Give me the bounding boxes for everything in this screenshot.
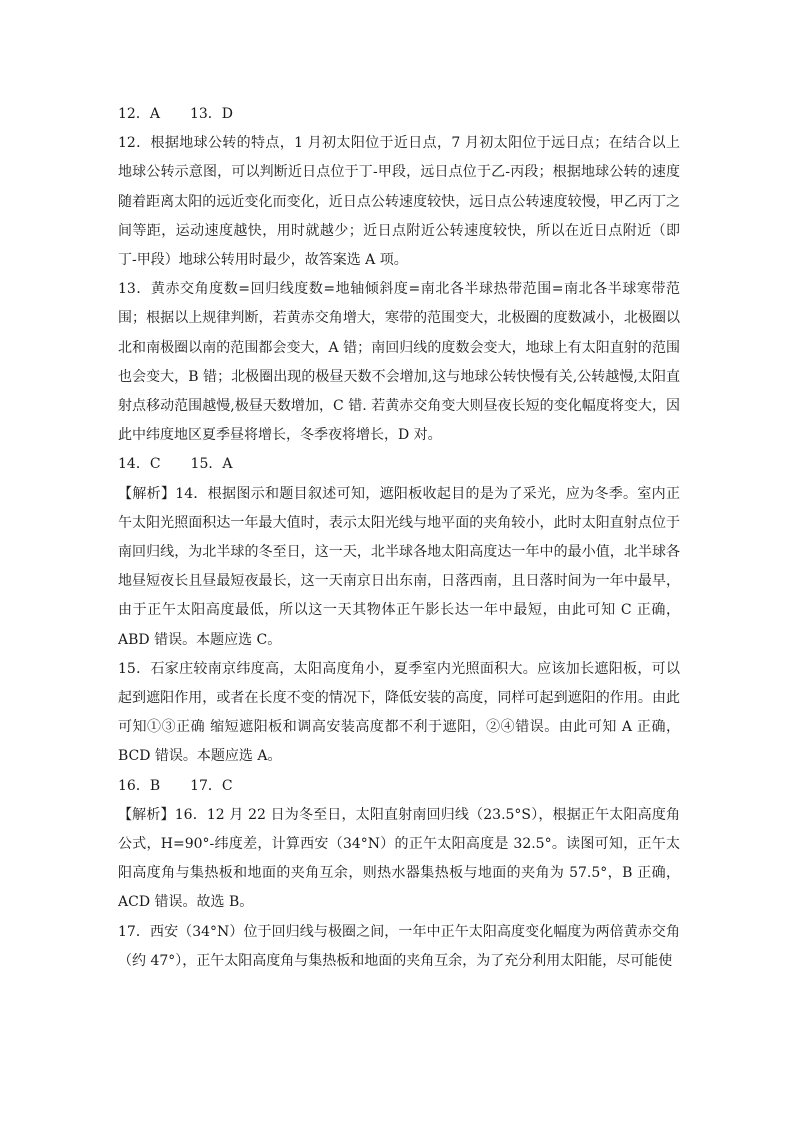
explanation-14: 【解析】14．根据图示和题目叙述可知，遮阳板收起目的是为了采光，应为冬季。室内正午太阳光照面积达一年最大值时，表示太阳光线与地平面的夹角较小，此时太阳直射点位于南回归线，为北半球的冬至日，这一天，北半球各地太阳高度达一年中的最小值，北半球各地昼短夜长且昼最短夜最长，这一天南京日出东南，日落西南，且日落时间为一年中最早，由于正午太阳高度最低，所以这一天其物体正午影长达一年中最短，由此可知 C 正确，ABD 错误。本题应选 C。 (118, 485, 680, 648)
answer-pair-14-15 (118, 450, 680, 479)
answer-13: 13．D (189, 106, 233, 122)
answer-pair-12-13 (118, 100, 680, 129)
explanation-17: 17．西安（34°N）位于回归线与极圈之间，一年中正午太阳高度变化幅度为两倍黄赤交角（约 47°），正午太阳高度角与集热板和地面的夹角互余，为了充分利用太阳能，尽可能使 (118, 923, 680, 969)
answer-content (118, 100, 680, 976)
explanation-13: 13．黄赤交角度数=回归线度数=地轴倾斜度=南北各半球热带范围=南北各半球寒带范围；根据以上规律判断，若黄赤交角增大，寒带的范围变大，北极圈的度数减小，北极圈以北和南极圈以南的范围都会变大，A 错；南回归线的度数会变大，地球上有太阳直射的范围也会变大，B 错；北极圈出现的极昼天数不会增加,这与地球公转快慢有关,公转越慢,太阳直射点移动范围越慢,极昼天数增加，C 错. 若黄赤交角变大则昼夜长短的变化幅度将变大，因此中纬度地区夏季昼将增长，冬季夜将增长，D 对。 (118, 281, 680, 444)
answer-12: 12．A (118, 106, 160, 122)
explanation-16: 【解析】16．12 月 22 日为冬至日，太阳直射南回归线（23.5°S），根据正午太阳高度角公式，H=90°-纬度差，计算西安（34°N）的正午太阳高度是 32.5°。读图可知，正午太阳高度角与集热板和地面的夹角互余，则热水器集热板与地面的夹角为 57.5°，B 正确，ACD 错误。故选 B。 (118, 806, 680, 911)
answer-15: 15．A (190, 456, 233, 473)
explanation-12: 12．根据地球公转的特点，1 月初太阳位于近日点，7 月初太阳位于远日点；在结合以上地球公转示意图，可以判断近日点位于丁-甲段，远日点位于乙-丙段；根据地球公转的速度随着距离太阳的远近变化而变化，近日点公转速度较快，远日点公转速度较慢，甲乙丙丁之间等距，运动速度越快，用时就越少；近日点附近公转速度较快，所以在近日点附近（即丁-甲段）地球公转用时最少，故答案选 A 项。 (118, 135, 680, 269)
answer-pair-16-17 (118, 772, 680, 801)
answer-17: 17．C (190, 777, 233, 794)
answer-14: 14．C (118, 456, 161, 473)
answer-16: 16．B (118, 777, 161, 794)
explanation-15: 15．石家庄较南京纬度高，太阳高度角小，夏季室内光照面积大。应该加长遮阳板，可以起到遮阳作用，或者在长度不变的情况下，降低安装的高度，同样可起到遮阳的作用。由此可知①③正确 缩短遮阳板和调高安装高度都不利于遮阳，②④错误。由此可知 A 正确，BCD 错误。本题应选 A。 (118, 660, 680, 765)
